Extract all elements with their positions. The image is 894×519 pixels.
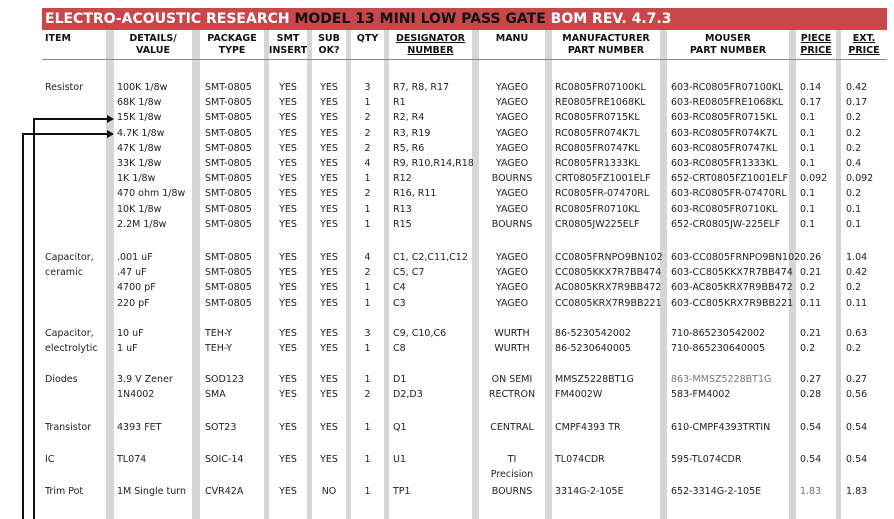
cell-designator: R16, R11 bbox=[393, 188, 437, 200]
cell-package: SMT-0805 bbox=[205, 297, 252, 309]
cell-ext-price: 0.56 bbox=[846, 389, 868, 401]
cell-designator: C4 bbox=[393, 282, 406, 294]
cell-sub: YES bbox=[320, 82, 338, 93]
cell-piece-price: 0.17 bbox=[800, 97, 822, 109]
cell-ext-price: 0.2 bbox=[846, 282, 862, 294]
cell-value: TL074 bbox=[117, 454, 147, 465]
cell-sub: YES bbox=[320, 389, 338, 401]
cell-piece-price: 0.26 bbox=[800, 252, 822, 263]
cell-piece-price: 1.83 bbox=[800, 486, 822, 497]
annotation-arrow-line-1 bbox=[33, 118, 108, 120]
cell-designator: R3, R19 bbox=[393, 127, 431, 139]
cell-item: electrolytic bbox=[45, 343, 98, 355]
cell-smt: YES bbox=[279, 267, 297, 279]
cell-piece-price: 0.14 bbox=[800, 82, 822, 93]
cell-piece-price: 0.27 bbox=[800, 374, 822, 385]
cell-ext-price: 0.11 bbox=[846, 297, 868, 309]
cell-smt: YES bbox=[279, 422, 297, 433]
cell-smt: YES bbox=[279, 112, 297, 124]
column-divider bbox=[106, 30, 114, 519]
cell-manu: WURTH bbox=[494, 328, 530, 339]
cell-item: Capacitor, bbox=[45, 328, 94, 339]
cell-value: 100K 1/8w bbox=[117, 82, 168, 93]
cell-qty: 2 bbox=[364, 188, 371, 200]
cell-mouser-part: 603-RC0805FR074K7L bbox=[671, 127, 778, 139]
cell-smt: YES bbox=[279, 158, 297, 169]
cell-piece-price: 0.11 bbox=[800, 297, 822, 309]
cell-mfr-part: TL074CDR bbox=[555, 454, 605, 465]
cell-ext-price: 0.54 bbox=[846, 454, 868, 465]
cell-sub: YES bbox=[320, 188, 338, 200]
cell-value: .47 uF bbox=[117, 267, 147, 279]
cell-piece-price: 0.28 bbox=[800, 389, 822, 401]
cell-smt: YES bbox=[279, 127, 297, 139]
cell-qty: 2 bbox=[364, 142, 371, 154]
cell-mfr-part: 3314G-2-105E bbox=[555, 486, 624, 497]
cell-package: SOD123 bbox=[205, 374, 244, 385]
cell-sub: YES bbox=[320, 454, 338, 465]
cell-piece-price: 0.21 bbox=[800, 267, 822, 279]
cell-designator: R5, R6 bbox=[393, 142, 425, 154]
cell-manu: YAGEO bbox=[495, 127, 529, 139]
cell-designator: R13 bbox=[393, 203, 412, 215]
cell-sub: YES bbox=[320, 252, 338, 263]
cell-qty: 3 bbox=[364, 328, 371, 339]
cell-sub: YES bbox=[320, 282, 338, 294]
cell-ext-price: 0.2 bbox=[846, 343, 862, 355]
cell-mouser-part: 603-RC0805FR1333KL bbox=[671, 158, 778, 169]
cell-designator: C8 bbox=[393, 343, 406, 355]
cell-smt: YES bbox=[279, 374, 297, 385]
cell-designator: D1 bbox=[393, 374, 407, 385]
cell-mfr-part: RC0805FR1333KL bbox=[555, 158, 640, 169]
cell-mfr-part: AC0805KRX7R9BB472 bbox=[555, 282, 662, 294]
cell-smt: YES bbox=[279, 82, 297, 93]
header-qty: QTY bbox=[356, 33, 379, 44]
cell-mouser-part: 603-CC0805FRNPO9BN102 bbox=[671, 252, 801, 263]
cell-ext-price: 0.63 bbox=[846, 328, 868, 339]
cell-ext-price: 0.2 bbox=[846, 142, 862, 154]
cell-mfr-part: RC0805FR0710KL bbox=[555, 203, 640, 215]
header-designator: DESIGNATOR NUMBER bbox=[396, 33, 465, 56]
cell-manu: YAGEO bbox=[495, 297, 529, 309]
header-package: PACKAGE TYPE bbox=[207, 33, 257, 56]
cell-ext-price: 0.4 bbox=[846, 158, 862, 169]
column-divider bbox=[836, 30, 841, 519]
cell-mouser-part: 603-CC805KKX7R7BB474 bbox=[671, 267, 793, 279]
cell-mouser-part: 652-3314G-2-105E bbox=[671, 486, 762, 497]
cell-qty: 4 bbox=[364, 158, 371, 169]
cell-smt: YES bbox=[279, 486, 297, 497]
cell-package: SMT-0805 bbox=[205, 127, 252, 139]
cell-manu-line2: Precision bbox=[490, 469, 534, 480]
cell-designator: R2, R4 bbox=[393, 112, 425, 124]
cell-value: 15K 1/8w bbox=[117, 112, 162, 124]
cell-manu: CENTRAL bbox=[490, 422, 534, 433]
cell-mouser-part: 710-865230640005 bbox=[671, 343, 766, 355]
cell-value: 47K 1/8w bbox=[117, 142, 162, 154]
cell-value: 1N4002 bbox=[117, 389, 155, 401]
cell-mfr-part: RC0805FR0715KL bbox=[555, 112, 640, 124]
cell-item: Diodes bbox=[45, 374, 78, 385]
cell-manu: WURTH bbox=[494, 343, 530, 355]
cell-mouser-part: 652-CR0805JW-225ELF bbox=[671, 218, 781, 230]
cell-package: SMT-0805 bbox=[205, 158, 252, 169]
annotation-arrow-line-1 bbox=[33, 118, 35, 519]
cell-mouser-part: 710-865230542002 bbox=[671, 328, 766, 339]
cell-sub: YES bbox=[320, 203, 338, 215]
cell-ext-price: 1.83 bbox=[846, 486, 868, 497]
cell-piece-price: 0.1 bbox=[800, 188, 816, 200]
cell-piece-price: 0.21 bbox=[800, 328, 822, 339]
cell-ext-price: 0.54 bbox=[846, 422, 868, 433]
cell-sub: YES bbox=[320, 97, 338, 109]
cell-qty: 1 bbox=[364, 218, 371, 230]
cell-mfr-part: CC0805KKX7R7BB474 bbox=[555, 267, 662, 279]
cell-ext-price: 0.42 bbox=[846, 82, 868, 93]
cell-piece-price: 0.54 bbox=[800, 422, 822, 433]
cell-mouser-part: 610-CMPF4393TRTIN bbox=[671, 422, 771, 433]
cell-value: 4.7K 1/8w bbox=[117, 127, 165, 139]
cell-designator: R7, R8, R17 bbox=[393, 82, 450, 93]
cell-mfr-part: CMPF4393 TR bbox=[555, 422, 621, 433]
cell-designator: TP1 bbox=[393, 486, 411, 497]
cell-smt: YES bbox=[279, 252, 297, 263]
cell-mfr-part: RC0805FR074K7L bbox=[555, 127, 640, 139]
cell-value: 10K 1/8w bbox=[117, 203, 162, 215]
cell-manu: YAGEO bbox=[495, 97, 529, 109]
cell-qty: 4 bbox=[364, 252, 371, 263]
column-divider bbox=[384, 30, 389, 519]
column-divider bbox=[472, 30, 479, 519]
cell-value: .001 uF bbox=[117, 252, 153, 263]
cell-mfr-part: MMSZ5228BT1G bbox=[555, 374, 634, 385]
cell-package: SMT-0805 bbox=[205, 252, 252, 263]
cell-qty: 1 bbox=[364, 173, 371, 185]
cell-ext-price: 0.1 bbox=[846, 218, 862, 230]
cell-package: SMT-0805 bbox=[205, 112, 252, 124]
cell-package: TEH-Y bbox=[205, 328, 233, 339]
header-ext-price: EXT. PRICE bbox=[848, 33, 880, 56]
cell-item: Resistor bbox=[45, 82, 83, 93]
cell-mouser-part: 603-RC0805FR-07470RL bbox=[671, 188, 787, 200]
cell-item: Trim Pot bbox=[45, 486, 84, 497]
cell-piece-price: 0.2 bbox=[800, 282, 816, 294]
cell-designator: R12 bbox=[393, 173, 412, 185]
cell-designator: D2,D3 bbox=[393, 389, 423, 401]
cell-smt: YES bbox=[279, 218, 297, 230]
cell-sub: YES bbox=[320, 127, 338, 139]
cell-manu: YAGEO bbox=[495, 203, 529, 215]
cell-smt: YES bbox=[279, 343, 297, 355]
cell-designator: R15 bbox=[393, 218, 412, 230]
cell-piece-price: 0.092 bbox=[800, 173, 828, 185]
cell-mfr-part: 86-5230542002 bbox=[555, 328, 631, 339]
cell-value: 1M Single turn bbox=[117, 486, 186, 497]
cell-mouser-part: 603-RC0805FR0747KL bbox=[671, 142, 778, 154]
cell-item: ceramic bbox=[45, 267, 83, 279]
cell-piece-price: 0.1 bbox=[800, 158, 816, 169]
cell-mouser-part: 603-RC0805FR0710KL bbox=[671, 203, 778, 215]
cell-mfr-part: RC0805FR-07470RL bbox=[555, 188, 650, 200]
cell-designator: U1 bbox=[393, 454, 406, 465]
cell-piece-price: 0.1 bbox=[800, 112, 816, 124]
cell-manu: YAGEO bbox=[495, 188, 529, 200]
cell-package: SMA bbox=[205, 389, 226, 401]
annotation-arrow-line-2 bbox=[22, 133, 24, 519]
header-smt: SMT INSERT bbox=[268, 33, 308, 56]
cell-mouser-part: 583-FM4002 bbox=[671, 389, 731, 401]
arrow-head-icon bbox=[107, 130, 114, 138]
cell-mfr-part: CR0805JW225ELF bbox=[555, 218, 640, 230]
cell-designator: R9, R10,R14,R18 bbox=[393, 158, 474, 169]
cell-sub: YES bbox=[320, 422, 338, 433]
cell-ext-price: 0.42 bbox=[846, 267, 868, 279]
cell-sub: NO bbox=[321, 486, 337, 497]
cell-mouser-part: 652-CRT0805FZ1001ELF bbox=[671, 173, 788, 185]
cell-ext-price: 0.2 bbox=[846, 112, 862, 124]
cell-package: SMT-0805 bbox=[205, 173, 252, 185]
cell-qty: 1 bbox=[364, 282, 371, 294]
cell-qty: 1 bbox=[364, 486, 371, 497]
cell-value: 470 ohm 1/8w bbox=[117, 188, 186, 200]
cell-package: TEH-Y bbox=[205, 343, 233, 355]
header-rule bbox=[42, 59, 887, 60]
cell-manu: YAGEO bbox=[495, 282, 529, 294]
cell-qty: 2 bbox=[364, 389, 371, 401]
cell-smt: YES bbox=[279, 97, 297, 109]
cell-value: 1K 1/8w bbox=[117, 173, 156, 185]
cell-ext-price: 1.04 bbox=[846, 252, 868, 263]
title-company: ELECTRO-ACOUSTIC RESEARCH bbox=[45, 11, 295, 27]
cell-sub: YES bbox=[320, 173, 338, 185]
header-mfr: MANUFACTURER PART NUMBER bbox=[562, 33, 650, 56]
cell-designator: R1 bbox=[393, 97, 406, 109]
cell-sub: YES bbox=[320, 343, 338, 355]
arrow-head-icon bbox=[107, 115, 114, 123]
cell-designator: C3 bbox=[393, 297, 406, 309]
cell-sub: YES bbox=[320, 218, 338, 230]
cell-manu: BOURNS bbox=[491, 173, 533, 185]
cell-mouser-part: 603-RC0805FR0715KL bbox=[671, 112, 778, 124]
cell-smt: YES bbox=[279, 297, 297, 309]
title-bar bbox=[42, 8, 887, 30]
cell-sub: YES bbox=[320, 328, 338, 339]
column-divider bbox=[192, 30, 200, 519]
cell-piece-price: 0.1 bbox=[800, 127, 816, 139]
cell-value: 220 pF bbox=[117, 297, 150, 309]
header-item: ITEM bbox=[45, 33, 71, 44]
cell-manu: YAGEO bbox=[495, 158, 529, 169]
cell-value: 4393 FET bbox=[117, 422, 162, 433]
cell-manu: YAGEO bbox=[495, 252, 529, 263]
cell-manu: TI bbox=[507, 454, 517, 465]
cell-manu: BOURNS bbox=[491, 218, 533, 230]
cell-value: 10 uF bbox=[117, 328, 144, 339]
annotation-arrow-line-2 bbox=[22, 133, 108, 135]
cell-manu: RECTRON bbox=[488, 389, 536, 401]
cell-qty: 1 bbox=[364, 297, 371, 309]
cell-qty: 1 bbox=[364, 422, 371, 433]
cell-qty: 1 bbox=[364, 203, 371, 215]
column-divider bbox=[545, 30, 552, 519]
cell-qty: 2 bbox=[364, 127, 371, 139]
cell-ext-price: 0.2 bbox=[846, 127, 862, 139]
cell-smt: YES bbox=[279, 188, 297, 200]
cell-mouser-part: 603-AC805KRX7R9BB472 bbox=[671, 282, 793, 294]
cell-sub: YES bbox=[320, 142, 338, 154]
cell-mouser-part: 595-TL074CDR bbox=[671, 454, 742, 465]
cell-ext-price: 0.092 bbox=[846, 173, 874, 185]
cell-manu: ON SEMI bbox=[491, 374, 533, 385]
header-piece-price: PIECE PRICE bbox=[800, 33, 832, 56]
cell-piece-price: 0.1 bbox=[800, 142, 816, 154]
cell-designator: C5, C7 bbox=[393, 267, 425, 279]
cell-package: SMT-0805 bbox=[205, 97, 252, 109]
cell-value: 3.9 V Zener bbox=[117, 374, 173, 385]
cell-piece-price: 0.2 bbox=[800, 343, 816, 355]
cell-value: 33K 1/8w bbox=[117, 158, 162, 169]
cell-ext-price: 0.17 bbox=[846, 97, 868, 109]
cell-sub: YES bbox=[320, 267, 338, 279]
cell-mfr-part: CC0805FRNPO9BN102 bbox=[555, 252, 663, 263]
cell-package: SOT23 bbox=[205, 422, 237, 433]
cell-mfr-part: RC0805FR07100KL bbox=[555, 82, 646, 93]
cell-mfr-part: CC0805KRX7R9BB221 bbox=[555, 297, 662, 309]
cell-smt: YES bbox=[279, 454, 297, 465]
header-mouser: MOUSER PART NUMBER bbox=[689, 33, 767, 56]
cell-sub: YES bbox=[320, 158, 338, 169]
cell-package: SMT-0805 bbox=[205, 203, 252, 215]
cell-mfr-part: RC0805FR0747KL bbox=[555, 142, 640, 154]
cell-smt: YES bbox=[279, 328, 297, 339]
cell-manu: YAGEO bbox=[495, 142, 529, 154]
cell-mouser-part: 603-CC805KRX7R9BB221 bbox=[671, 297, 794, 309]
cell-sub: YES bbox=[320, 297, 338, 309]
cell-package: SMT-0805 bbox=[205, 188, 252, 200]
cell-package: SMT-0805 bbox=[205, 218, 252, 230]
header-details: DETAILS/ VALUE bbox=[129, 33, 177, 56]
cell-item: IC bbox=[45, 454, 55, 465]
cell-package: SMT-0805 bbox=[205, 82, 252, 93]
cell-package: SOIC-14 bbox=[205, 454, 244, 465]
cell-value: 68K 1/8w bbox=[117, 97, 162, 109]
cell-manu: YAGEO bbox=[495, 82, 529, 93]
cell-value: 1 uF bbox=[117, 343, 138, 355]
cell-package: CVR42A bbox=[205, 486, 244, 497]
cell-qty: 1 bbox=[364, 343, 371, 355]
cell-manu: YAGEO bbox=[495, 112, 529, 124]
cell-smt: YES bbox=[279, 203, 297, 215]
cell-item: Capacitor, bbox=[45, 252, 94, 263]
cell-qty: 2 bbox=[364, 267, 371, 279]
cell-smt: YES bbox=[279, 282, 297, 294]
cell-value: 2.2M 1/8w bbox=[117, 218, 167, 230]
header-manu: MANU bbox=[495, 33, 529, 44]
cell-mfr-part: FM4002W bbox=[555, 389, 603, 401]
cell-item: Transistor bbox=[45, 422, 92, 433]
cell-qty: 3 bbox=[364, 82, 371, 93]
cell-value: 4700 pF bbox=[117, 282, 156, 294]
cell-smt: YES bbox=[279, 173, 297, 185]
cell-mouser-part: 863-MMSZ5228BT1G bbox=[671, 374, 772, 385]
cell-mouser-part: 603-RE0805FRE1068KL bbox=[671, 97, 784, 109]
cell-sub: YES bbox=[320, 374, 338, 385]
cell-package: SMT-0805 bbox=[205, 267, 252, 279]
cell-sub: YES bbox=[320, 112, 338, 124]
cell-piece-price: 0.1 bbox=[800, 203, 816, 215]
title-model: MODEL 13 MINI LOW PASS GATE bbox=[294, 11, 546, 27]
cell-piece-price: 0.54 bbox=[800, 454, 822, 465]
cell-mfr-part: CRT0805FZ1001ELF bbox=[555, 173, 651, 185]
cell-mfr-part: 86-5230640005 bbox=[555, 343, 631, 355]
title-revision: BOM REV. 4.7.3 bbox=[545, 11, 672, 27]
header-sub: SUB OK? bbox=[318, 33, 340, 56]
cell-package: SMT-0805 bbox=[205, 282, 252, 294]
cell-ext-price: 0.1 bbox=[846, 203, 862, 215]
cell-smt: YES bbox=[279, 389, 297, 401]
cell-mfr-part: RE0805FRE1068KL bbox=[555, 97, 646, 109]
cell-qty: 1 bbox=[364, 454, 371, 465]
cell-piece-price: 0.1 bbox=[800, 218, 816, 230]
cell-smt: YES bbox=[279, 142, 297, 154]
cell-designator: Q1 bbox=[393, 422, 407, 433]
cell-designator: C1, C2,C11,C12 bbox=[393, 252, 468, 263]
cell-mouser-part: 603-RC0805FR07100KL bbox=[671, 82, 784, 93]
cell-manu: BOURNS bbox=[491, 486, 533, 497]
cell-designator: C9, C10,C6 bbox=[393, 328, 447, 339]
bom-sheet bbox=[42, 8, 887, 519]
cell-qty: 2 bbox=[364, 112, 371, 124]
cell-manu: YAGEO bbox=[495, 267, 529, 279]
cell-qty: 1 bbox=[364, 374, 371, 385]
cell-ext-price: 0.2 bbox=[846, 188, 862, 200]
cell-package: SMT-0805 bbox=[205, 142, 252, 154]
cell-qty: 1 bbox=[364, 97, 371, 109]
cell-ext-price: 0.27 bbox=[846, 374, 868, 385]
